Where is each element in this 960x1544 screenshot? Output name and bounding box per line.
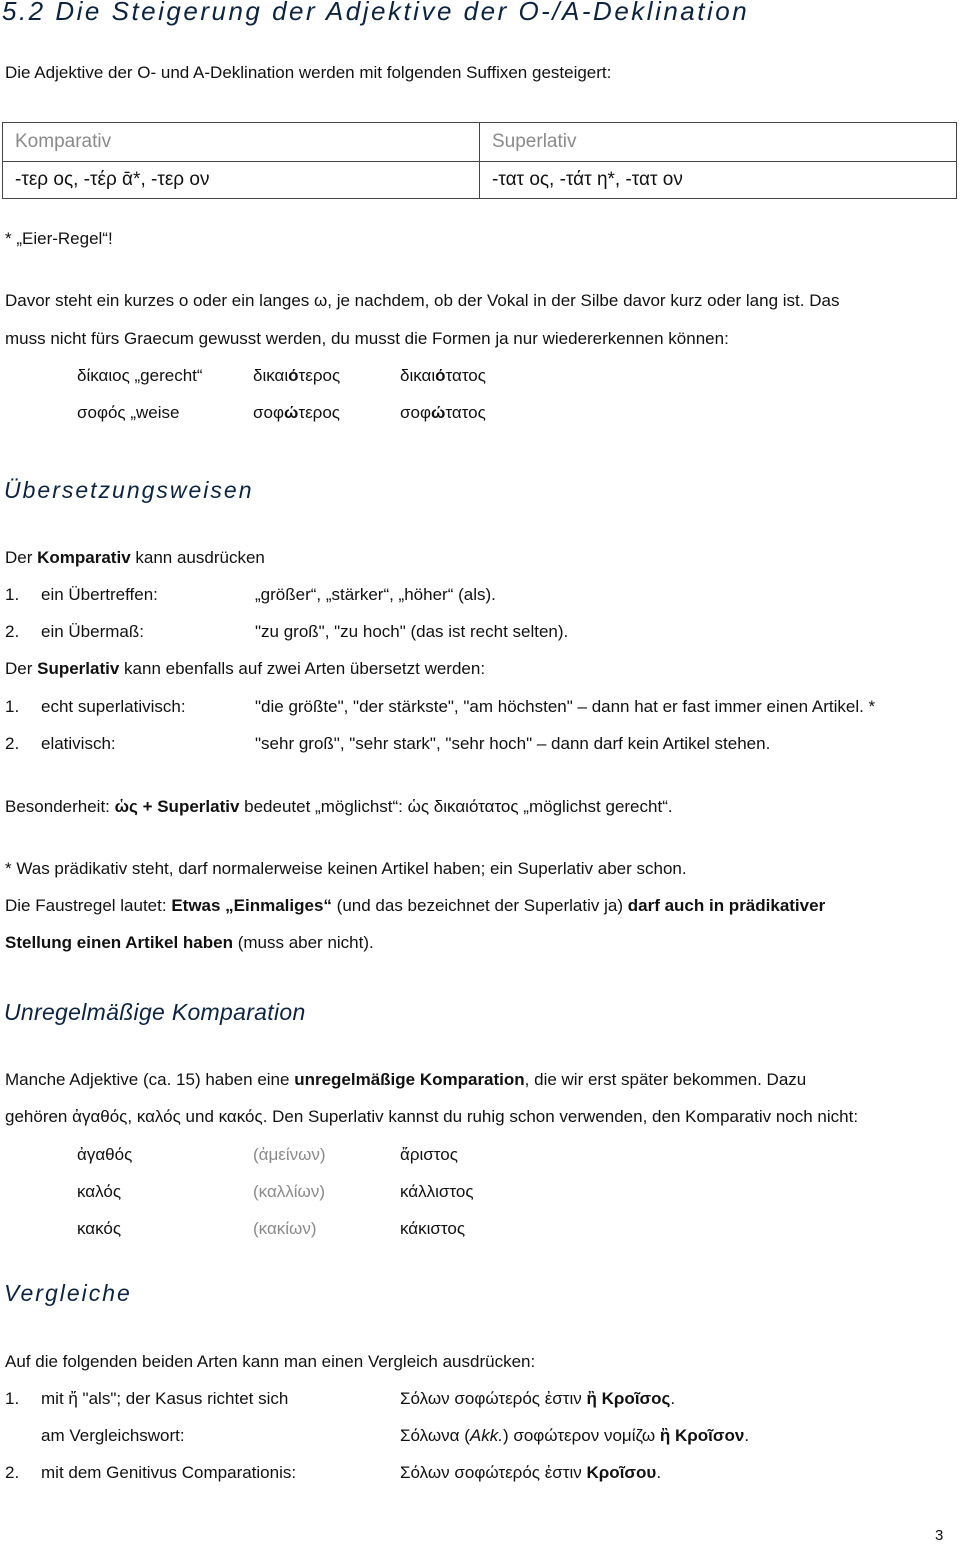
comparison-example: Σόλων σοφώτερός ἐστιν Κροῖσου. — [400, 1463, 662, 1482]
list-item-label: am Vergleichswort: — [41, 1426, 185, 1445]
irregular-comparative: (καλλίων) — [253, 1182, 325, 1201]
example-positive: δίκαιος „gerecht“ — [77, 366, 203, 385]
suffix-table — [2, 122, 957, 199]
list-item-text: "die größte", "der stärkste", "am höchsten" – dann hat er fast immer einen Artikel. * — [255, 697, 876, 716]
list-item-number: 2. — [5, 734, 20, 753]
table-row — [3, 162, 957, 199]
list-item-label: mit dem Genitivus Comparationis: — [41, 1463, 297, 1482]
list-item-number: 2. — [5, 622, 20, 641]
list-item-label: ein Übermaß: — [41, 622, 144, 641]
vergleiche-intro: Auf die folgenden beiden Arten kann man einen Vergleich ausdrücken: — [5, 1352, 536, 1371]
table-header-superlativ: Superlativ — [480, 123, 957, 162]
table-row — [3, 123, 957, 162]
comparison-example: Σόλωνα (Akk.) σοφώτερον νομίζω ἢ Κροῖσον. — [400, 1426, 750, 1445]
paragraph-line: Davor steht ein kurzes o oder ein langes ω, je nachdem, ob der Vokal in der Silbe davor kurz oder lang ist. Das — [5, 291, 840, 310]
list-item-text: „größer“, „stärker“, „höher“ (als). — [255, 585, 496, 604]
paragraph-line: muss nicht fürs Graecum gewusst werden, du musst die Formen ja nur wiedererkennen können: — [5, 329, 729, 348]
example-superlative: σοφώτατος — [400, 403, 486, 422]
irregular-superlative: ἄριστος — [400, 1145, 458, 1164]
paragraph-line: Manche Adjektive (ca. 15) haben eine unregelmäßige Komparation, die wir erst später bekommen. Dazu — [5, 1070, 807, 1089]
irregular-comparative: (ἀμείνων) — [253, 1145, 326, 1164]
table-cell-superlativ-suffixes: -τατ ος, -τάτ η*, -τατ ον — [480, 162, 957, 199]
table-header-komparativ: Komparativ — [3, 123, 480, 162]
section-heading-vergleiche: Vergleiche — [4, 1280, 132, 1306]
page-title: 5.2 Die Steigerung der Adjektive der O-/A-Deklination — [2, 0, 750, 26]
example-comparative: δικαιότερος — [253, 366, 341, 385]
example-comparative: σοφώτερος — [253, 403, 340, 422]
list-item-number: 2. — [5, 1463, 20, 1482]
comparison-example: Σόλων σοφώτερός ἐστιν ἢ Κροῖσος. — [400, 1389, 676, 1408]
irregular-superlative: κάλλιστος — [400, 1182, 474, 1201]
list-item-text: "sehr groß", "sehr stark", "sehr hoch" – dann darf kein Artikel stehen. — [255, 734, 771, 753]
section-heading-uebersetzung: Übersetzungsweisen — [4, 477, 254, 503]
irregular-positive: κακός — [77, 1219, 122, 1238]
page-number: 3 — [935, 1527, 944, 1544]
example-superlative: δικαιότατος — [400, 366, 486, 385]
section-heading-unregelmaessig: Unregelmäßige Komparation — [4, 999, 306, 1025]
intro-text: Die Adjektive der O- und A-Deklination werden mit folgenden Suffixen gesteigert: — [5, 63, 612, 82]
faustregel-line: Die Faustregel lautet: Etwas „Einmaliges“ (und das bezeichnet der Superlativ ja) darf auch in prädikativer — [5, 896, 826, 915]
besonderheit-text: Besonderheit: ὡς + Superlativ bedeutet „möglichst“: ὡς δικαιότατος „möglichst gerecht“. — [5, 797, 673, 816]
list-item-label: ein Übertreffen: — [41, 585, 158, 604]
list-item-number: 1. — [5, 1389, 20, 1408]
irregular-comparative: (κακίων) — [253, 1219, 317, 1238]
irregular-superlative: κάκιστος — [400, 1219, 466, 1238]
list-item-text: "zu groß", "zu hoch" (das ist recht selten). — [255, 622, 569, 641]
footnote-text: * Was prädikativ steht, darf normalerweise keinen Artikel haben; ein Superlativ aber schon. — [5, 859, 687, 878]
irregular-positive: ἀγαθός — [77, 1145, 133, 1164]
faustregel-line: Stellung einen Artikel haben (muss aber nicht). — [5, 933, 374, 952]
komparativ-intro: Der Komparativ kann ausdrücken — [5, 548, 265, 567]
irregular-positive: καλός — [77, 1182, 122, 1201]
list-item-number: 1. — [5, 697, 20, 716]
list-item-label: echt superlativisch: — [41, 697, 186, 716]
list-item-label: elativisch: — [41, 734, 116, 753]
list-item-number: 1. — [5, 585, 20, 604]
paragraph-line: gehören ἀγαθός, καλός und κακός. Den Superlativ kannst du ruhig schon verwenden, den Komparativ noch nicht: — [5, 1107, 859, 1126]
superlativ-intro: Der Superlativ kann ebenfalls auf zwei Arten übersetzt werden: — [5, 659, 486, 678]
table-cell-komparativ-suffixes: -τερ ος, -τέρ ᾱ*, -τερ ον — [3, 162, 480, 199]
eier-regel-note: * „Eier-Regel“! — [5, 229, 113, 248]
example-positive: σοφός „weise — [77, 403, 180, 422]
list-item-label: mit ἤ "als"; der Kasus richtet sich — [41, 1389, 289, 1408]
